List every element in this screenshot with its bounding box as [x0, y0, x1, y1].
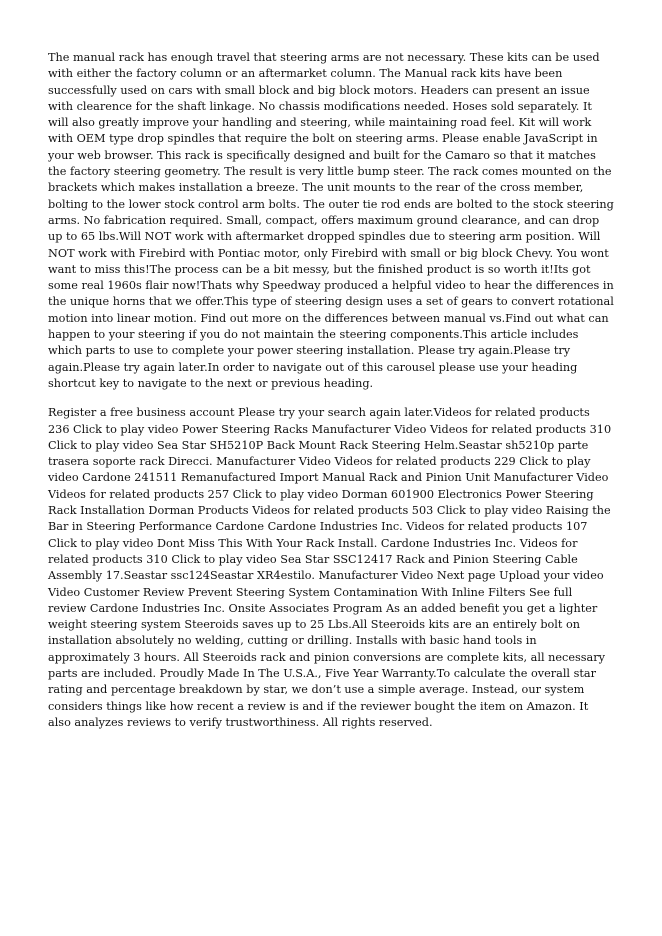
document-body [48, 50, 614, 744]
paragraph: Register a free business account Please try your search again later.Videos for related products 236 Click to play video Power Steering Racks Manufacturer Video Videos for related products 310 Click to play video Sea Star SH5210P Back Mount Rack Steering Helm.Seastar sh5210p parte trasera soporte rack Direcci. Manufacturer Video Videos for related products 229 Click to play video Cardone 241511 Remanufactured Import Manual Rack and Pinion Unit Manufacturer Video Videos for related products 257 Click to play video Dorman 601900 Electronics Power Steering Rack Installation Dorman Products Videos for related products 503 Click to play video Raising the Bar in Steering Performance Cardone Cardone Industries Inc. Videos for related products 107 Click to play video Dont Miss This With Your Rack Install. Cardone Industries Inc. Videos for related products 310 Click to play video Sea Star SSC12417 Rack and Pinion Steering Cable Assembly 17.Seastar ssc124Seastar XR4estilo. Manufacturer Video Next page Upload your video Video Customer Review Prevent Steering System Contamination With Inline Filters See full review Cardone Industries Inc. Onsite Associates Program As an added benefit you get a lighter weight steering system Steeroids saves up to 25 Lbs.All Steeroids kits are an entirely bolt on installation absolutely no welding, cutting or drilling. Installs with basic hand tools in approximately 3 hours. All Steeroids rack and pinion conversions are complete kits, all necessary parts are included. Proudly Made In The U.S.A., Five Year Warranty.To calculate the overall star rating and percentage breakdown by star, we don’t use a simple average. Instead, our system considers things like how recent a review is and if the reviewer bought the item on Amazon. It also analyzes reviews to verify trustworthiness. All rights reserved. [48, 406, 612, 729]
paragraph: The manual rack has enough travel that steering arms are not necessary. These kits can be used with either the factory column or an aftermarket column. The Manual rack kits have been successfully used on cars with small block and big block motors. Headers can present an issue with clearence for the shaft linkage. No chassis modifications needed. Hoses sold separately. It will also greatly improve your handling and steering, while maintaining road feel. Kit will work with OEM type drop spindles that require the bolt on steering arms. Please enable JavaScript in your web browser. This rack is specifically designed and built for the Camaro so that it matches the factory steering geometry. The result is very little bump steer. The rack comes mounted on the brackets which makes installation a breeze. The unit mounts to the rear of the cross member, bolting to the lower stock control arm bolts. The outer tie rod ends are bolted to the stock steering arms. No fabrication required. Small, compact, offers maximum ground clearance, and can drop up to 65 lbs.Will NOT work with aftermarket dropped spindles due to steering arm position. Will NOT work with Firebird with Pontiac motor, only Firebird with small or big block Chevy. You wont want to miss this!The process can be a bit messy, but the finished product is so worth it!Its got some real 1960s flair now!Thats why Speedway produced a helpful video to hear the differences in the unique horns that we offer.This type of steering design uses a set of gears to convert rotational motion into linear motion. Find out more on the differences between manual vs.Find out what can happen to your steering if you do not maintain the steering components.This article includes which parts to use to complete your power steering installation. Please try again.Please try again.Please try again later.In order to navigate out of this carousel please use your heading shortcut key to navigate to the next or previous heading. [48, 51, 614, 390]
